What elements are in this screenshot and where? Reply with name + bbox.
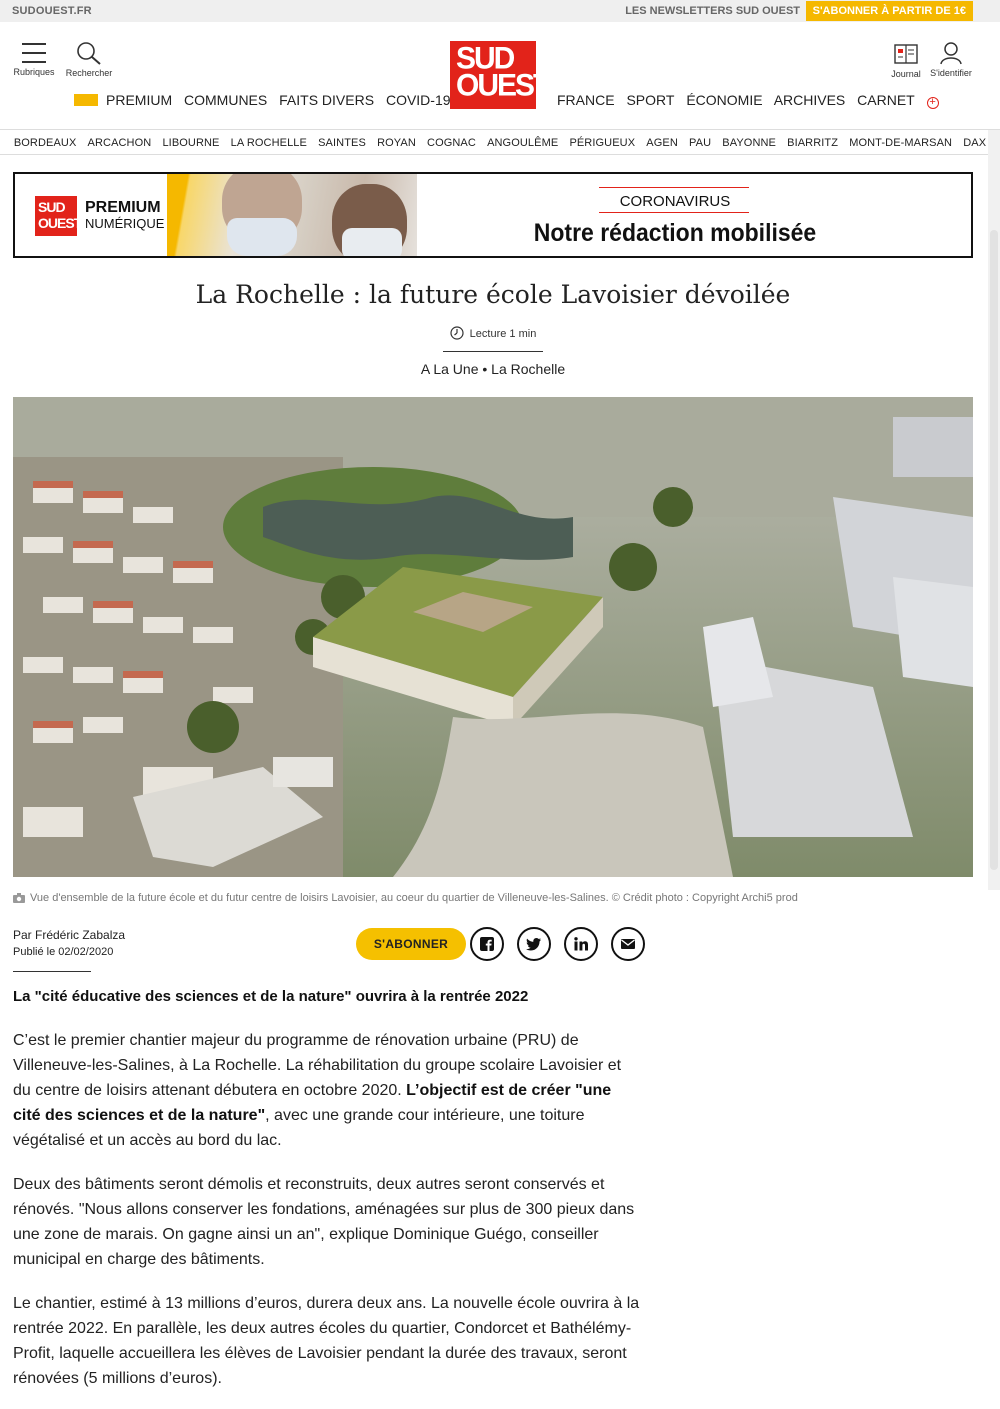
paragraph-1-text: C’est le premier chantier majeur du programme de rénovation urbaine (PRU) de Villeneuve-les-Salines, à La Rochelle. La réhabilitation du groupe scolaire Lavoisier et du centre de loisirs attenant débutera en octobre 2020. bbox=[13, 1032, 622, 1099]
article-lead: La "cité éducative des sciences et de la nature" ouvrira à la rentrée 2022 bbox=[13, 988, 529, 1005]
cities-nav bbox=[0, 131, 1000, 155]
nav-faits-divers[interactable]: FAITS DIVERS bbox=[279, 92, 375, 108]
banner-headline: Notre rédaction mobilisée bbox=[533, 219, 817, 247]
share-facebook-button[interactable] bbox=[470, 927, 504, 961]
scrollbar-thumb[interactable] bbox=[990, 230, 998, 870]
article-paragraph-1 bbox=[13, 1028, 643, 1153]
banner-logo-line-1: SUD bbox=[38, 199, 65, 215]
subscribe-button[interactable]: S'ABONNER bbox=[356, 928, 466, 960]
city-link[interactable]: MONT-DE-MARSAN bbox=[849, 137, 953, 149]
nav-sport[interactable]: SPORT bbox=[626, 92, 675, 108]
reading-time bbox=[0, 326, 986, 340]
linkedin-icon bbox=[573, 936, 589, 952]
publish-date: Publié le 02/02/2020 bbox=[13, 946, 114, 958]
city-link[interactable]: LIBOURNE bbox=[162, 137, 220, 149]
login-label: S'identifier bbox=[930, 68, 972, 78]
nav-left bbox=[74, 92, 459, 108]
nav-france[interactable]: FRANCE bbox=[557, 92, 615, 108]
email-icon bbox=[620, 936, 636, 952]
author[interactable]: Par Frédéric Zabalza bbox=[13, 928, 126, 942]
nav-carnet[interactable]: CARNET bbox=[857, 92, 915, 108]
nav-covid[interactable]: COVID-19 bbox=[385, 92, 451, 108]
city-link[interactable]: BAYONNE bbox=[722, 137, 776, 149]
premium-banner[interactable] bbox=[13, 172, 973, 258]
banner-numerique: NUMÉRIQUE bbox=[85, 216, 165, 231]
login-button[interactable] bbox=[928, 41, 974, 78]
page-scrollbar[interactable] bbox=[988, 130, 1000, 890]
article-paragraph-3: Le chantier, estimé à 13 millions d’euros, durera deux ans. La nouvelle école ouvrira à la rentrée 2022. En parallèle, les deux autres écoles du quartier, Condorcet et Bathélémy-Profit, laquelle accueillera les élèves de Lavoisier pendant la durée des travaux, seront rénovées (5 millions d’euros). bbox=[13, 1295, 640, 1387]
city-link[interactable]: BIARRITZ bbox=[787, 137, 839, 149]
city-link[interactable]: ANGOULÊME bbox=[487, 137, 559, 149]
banner-photo bbox=[167, 174, 417, 258]
facebook-icon bbox=[479, 936, 495, 952]
share-twitter-button[interactable] bbox=[517, 927, 551, 961]
byline bbox=[13, 927, 125, 961]
city-link[interactable]: SAINTES bbox=[318, 137, 366, 149]
paragraph-1-text-end: , avec une grande cour intérieure, une toiture végétalisé et un accès au bord du lac. bbox=[13, 1107, 585, 1149]
caption-text: Vue d'ensemble de la future école et du futur centre de loisirs Lavoisier, au coeur du quartier de Villeneuve-les-Salines. © Crédit photo : Copyright Archi5 prod bbox=[30, 892, 798, 904]
journal-button[interactable] bbox=[886, 42, 926, 79]
banner-logo-line-2: OUEST bbox=[38, 215, 82, 231]
top-strip bbox=[0, 0, 1000, 22]
city-link[interactable]: DAX bbox=[963, 137, 987, 149]
city-link[interactable]: ROYAN bbox=[377, 137, 416, 149]
paragraph-1-highlight: L’objectif est de créer "une cité des sciences et de la nature" bbox=[13, 1082, 612, 1124]
banner-divider bbox=[599, 212, 749, 213]
banner-premium: PREMIUM bbox=[85, 199, 161, 216]
reading-time-label: Lecture 1 min bbox=[469, 328, 537, 340]
journal-label: Journal bbox=[891, 69, 921, 79]
user-icon bbox=[938, 41, 964, 65]
clock-icon bbox=[450, 326, 464, 340]
city-link[interactable]: PÉRIGUEUX bbox=[569, 137, 636, 149]
plus-icon[interactable]: + bbox=[927, 97, 939, 109]
nav-right bbox=[557, 92, 947, 109]
article-photo[interactable] bbox=[13, 397, 973, 877]
share-email-button[interactable] bbox=[611, 927, 645, 961]
byline-divider bbox=[13, 971, 91, 972]
subscribe-top-button[interactable]: S'ABONNER À PARTIR DE 1€ bbox=[806, 1, 973, 21]
sudouest-logo[interactable] bbox=[450, 41, 550, 109]
camera-icon bbox=[13, 893, 25, 903]
twitter-icon bbox=[526, 936, 542, 952]
logo-line-2: OUEST bbox=[456, 68, 550, 103]
search-label: Rechercher bbox=[65, 68, 113, 78]
aerial-view-illustration bbox=[13, 397, 973, 877]
city-link[interactable]: PAU bbox=[689, 137, 712, 149]
city-link[interactable]: COGNAC bbox=[427, 137, 476, 149]
city-link[interactable]: BORDEAUX bbox=[13, 137, 77, 149]
premium-icon bbox=[74, 94, 98, 106]
nav-economie[interactable]: ÉCONOMIE bbox=[686, 92, 763, 108]
newspaper-icon bbox=[893, 42, 919, 66]
logo-line-1: SUD bbox=[456, 41, 514, 76]
rubriques-button[interactable] bbox=[12, 42, 56, 77]
share-linkedin-button[interactable] bbox=[564, 927, 598, 961]
rubriques-label: Rubriques bbox=[13, 67, 55, 77]
search-button[interactable] bbox=[63, 41, 115, 78]
article-paragraph-2: Deux des bâtiments seront démolis et reconstruits, deux autres seront conservés et rénovés. "Nous allons conserver les fondations, aménagées sur plus de 300 pieux dans une zone de marais. On gagne ainsi un an", explique Dominique Guégo, conseiller municipal en charge des bâtiments. bbox=[13, 1176, 635, 1268]
hamburger-menu-icon bbox=[21, 42, 47, 64]
site-link[interactable]: SUDOUEST.FR bbox=[12, 5, 92, 17]
banner-logo bbox=[35, 196, 82, 236]
nav-archives[interactable]: ARCHIVES bbox=[773, 92, 846, 108]
title-divider bbox=[443, 351, 543, 352]
photo-caption bbox=[13, 892, 973, 904]
city-link[interactable]: LA ROCHELLE bbox=[230, 137, 307, 149]
city-link[interactable]: AGEN bbox=[646, 137, 678, 149]
newsletters-link[interactable]: LES NEWSLETTERS SUD OUEST bbox=[625, 5, 800, 17]
article-rubric[interactable]: A La Une • La Rochelle bbox=[420, 361, 566, 377]
banner-tag: CORONAVIRUS bbox=[619, 193, 731, 210]
banner-premium-text bbox=[85, 200, 164, 232]
site-header bbox=[0, 22, 1000, 130]
banner-divider bbox=[599, 187, 749, 188]
search-icon bbox=[76, 41, 102, 65]
nav-premium[interactable]: PREMIUM bbox=[106, 92, 173, 108]
article-title: La Rochelle : la future école Lavoisier dévoilée bbox=[195, 280, 791, 309]
city-link[interactable]: ARCACHON bbox=[87, 137, 152, 149]
nav-communes[interactable]: COMMUNES bbox=[184, 92, 268, 108]
